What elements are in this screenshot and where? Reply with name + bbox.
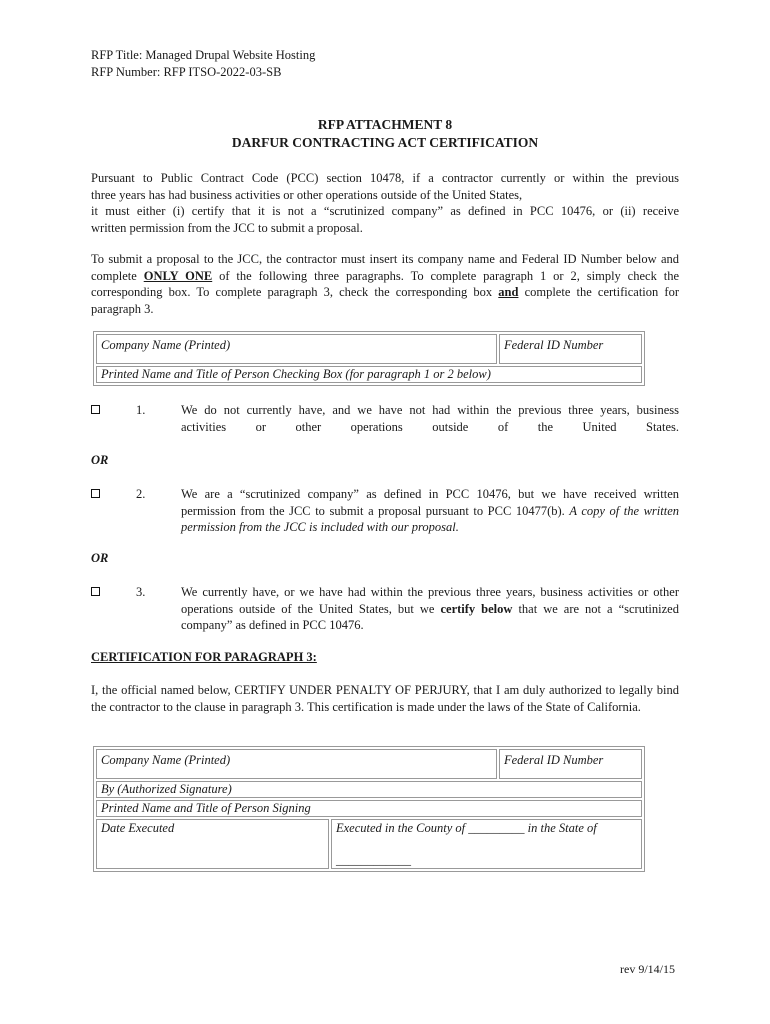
executed-county-field[interactable] <box>331 819 642 869</box>
intro-text: of the following three paragraphs. To complete paragraph 1 or 2, simply check the corresponding box. To complete paragraph 3, check the corresponding box <box>91 268 679 299</box>
option-text: We currently have, or we have had within the previous three years, business activities or other operations outside of the United States, but we <box>181 585 679 616</box>
intro-text: complete the certification for paragraph 3. <box>91 285 679 316</box>
option-italic-text: A copy of the written permission from the JCC is included with our proposal. <box>181 503 680 534</box>
option-3-checkbox[interactable] <box>91 587 100 596</box>
option-1-number: 1. <box>136 403 146 417</box>
option-1-checkbox[interactable] <box>91 405 100 414</box>
and-emphasis: and <box>498 285 519 299</box>
authorized-signature-field[interactable]: By (Authorized Signature) <box>96 781 642 798</box>
intro-line: written permission from the JCC to submit a proposal. <box>91 220 363 235</box>
intro-line: Pursuant to Public Contract Code (PCC) section 10478, if a contractor currently or within the previous <box>91 171 679 185</box>
or-separator: OR <box>91 551 109 565</box>
option-1-text <box>181 402 679 435</box>
option-text: that we are not a “scrutinized company” as defined in PCC 10476. <box>181 601 679 632</box>
option-3-text <box>181 584 679 634</box>
option-line: activities or other operations outside of the United States. <box>181 419 679 434</box>
intro-line: three years has had business activities or other operations outside of the United States, <box>91 187 523 202</box>
option-3-number: 3. <box>136 585 146 599</box>
federal-id-field[interactable]: Federal ID Number <box>499 749 642 779</box>
intro-paragraph-1 <box>91 170 679 236</box>
certification-signature-table <box>93 746 645 872</box>
signer-printed-name-field[interactable]: Printed Name and Title of Person Signing <box>96 800 642 817</box>
document-title: DARFUR CONTRACTING ACT CERTIFICATION <box>231 135 539 150</box>
option-2-text <box>181 486 679 536</box>
rfp-title: RFP Title: Managed Drupal Website Hosting <box>91 48 316 62</box>
attachment-title: RFP ATTACHMENT 8 <box>317 117 453 132</box>
company-name-field[interactable]: Company Name (Printed) <box>96 749 497 779</box>
contractor-info-table <box>93 331 645 386</box>
or-separator: OR <box>91 453 109 467</box>
state-blank-line: ____________ <box>336 853 411 867</box>
option-2-number: 2. <box>136 487 146 501</box>
certification-text: I, the official named below, CERTIFY UNDER PENALTY OF PERJURY, that I am duly authorized to legally bind the contractor to the clause in paragraph 3. This certification is made under the laws of the State of California. <box>91 683 679 714</box>
county-state-label: Executed in the County of _________ in the State of <box>336 821 597 835</box>
federal-id-field[interactable]: Federal ID Number <box>499 334 642 364</box>
intro-paragraph-2 <box>91 251 679 317</box>
date-executed-field[interactable]: Date Executed <box>96 819 329 869</box>
revision-date: rev 9/14/15 <box>620 962 675 976</box>
rfp-number: RFP Number: RFP ITSO-2022-03-SB <box>91 65 282 79</box>
printed-name-field[interactable]: Printed Name and Title of Person Checking Box (for paragraph 1 or 2 below) <box>96 366 642 383</box>
intro-line: it must either (i) certify that it is not a “scrutinized company” as defined in PCC 10476, or (ii) receive <box>91 204 679 218</box>
option-text: We are a “scrutinized company” as defined in PCC 10476, but we have received written permission from the JCC to submit a proposal pursuant to PCC 10477(b). <box>181 487 679 518</box>
certification-heading: CERTIFICATION FOR PARAGRAPH 3: <box>91 650 317 664</box>
intro-text: To submit a proposal to the JCC, the contractor must insert its company name and Federal ID Number below and complete <box>91 252 679 283</box>
certify-below-emphasis: certify below <box>440 601 513 616</box>
option-2-checkbox[interactable] <box>91 489 100 498</box>
only-one-emphasis: ONLY ONE <box>143 268 213 283</box>
option-line: We do not currently have, and we have not had within the previous three years, business <box>181 403 679 417</box>
company-name-field[interactable]: Company Name (Printed) <box>96 334 497 364</box>
